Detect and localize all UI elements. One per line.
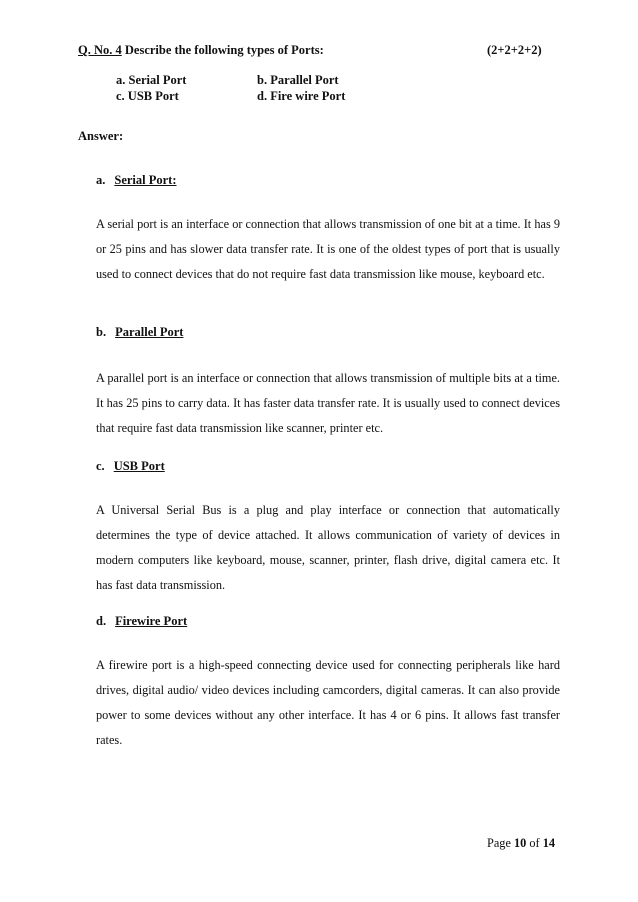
section-title: Parallel Port — [115, 325, 184, 339]
question-number: Q. No. 4 — [78, 43, 122, 57]
option-b: b. Parallel Port — [257, 73, 339, 87]
section-title: Serial Port: — [114, 173, 177, 187]
option-a: a. Serial Port — [116, 73, 187, 87]
section-heading-parallel — [96, 325, 183, 340]
option-d: d. Fire wire Port — [257, 89, 346, 103]
section-letter: c. — [96, 459, 105, 473]
section-title: Firewire Port — [115, 614, 188, 628]
section-letter: a. — [96, 173, 106, 187]
page-of-word: of — [526, 836, 543, 850]
question-marks: (2+2+2+2) — [487, 43, 542, 57]
section-title: USB Port — [113, 459, 165, 473]
page-number — [487, 836, 555, 851]
answer-label: Answer: — [78, 129, 124, 143]
section-heading-firewire — [96, 614, 187, 629]
section-letter: d. — [96, 614, 107, 628]
section-body-firewire: A firewire port is a high-speed connecting device used for connecting peripherals like hard drives, digital audio/ video devices including camcorders, digital cameras. It can also provide power to some devices without any other interface. It has 4 or 6 pins. It allows fast transfer rates. — [96, 658, 560, 747]
page-total: 14 — [542, 836, 555, 850]
section-body-serial: A serial port is an interface or connection that allows transmission of one bit at a time. It has 9 or 25 pins and has slower data transfer rate. It is one of the oldest types of port that is usually used to connect devices that do not require fast data transmission like mouse, keyboard etc. — [96, 217, 560, 281]
section-heading-usb — [96, 459, 165, 474]
section-letter: b. — [96, 325, 107, 339]
section-body-parallel: A parallel port is an interface or connection that allows transmission of multiple bits at a time. It has 25 pins to carry data. It has faster data transfer rate. It is usually used to connect devices that require fast data transmission like scanner, printer etc. — [96, 371, 560, 435]
section-body-usb: A Universal Serial Bus is a plug and play interface or connection that automatically determines the type of device attached. It allows communication of variety of devices in modern computers like keyboard, mouse, scanner, printer, flash drive, digital camera etc. It has fast data transmission. — [96, 503, 560, 592]
question-text: Describe the following types of Ports: — [121, 43, 324, 57]
section-heading-serial — [96, 173, 177, 188]
question-header — [78, 43, 324, 58]
option-c: c. USB Port — [116, 89, 179, 103]
page-current: 10 — [513, 836, 527, 850]
page-word: Page — [487, 836, 514, 850]
